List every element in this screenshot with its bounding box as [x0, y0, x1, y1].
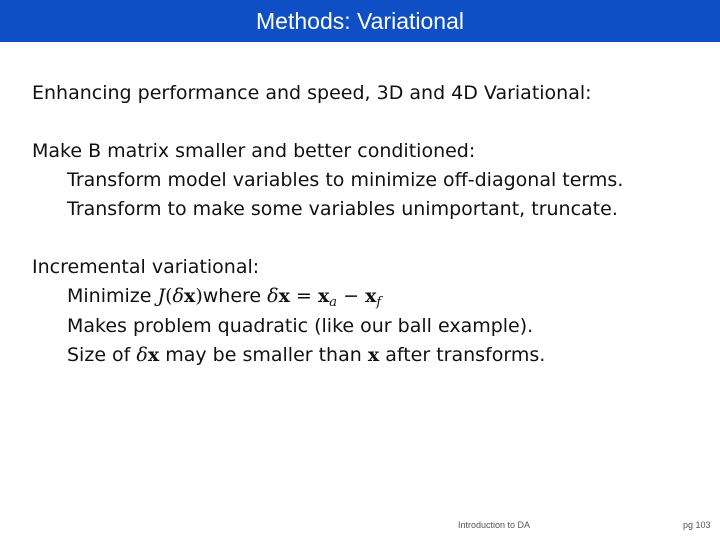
subscript-a: a: [329, 295, 338, 310]
b-matrix-item-2: Transform to make some variables unimportant, truncate.: [67, 198, 618, 220]
intro-line: Enhancing performance and speed, 3D and 4D Variational:: [32, 82, 592, 104]
minus-sign: −: [343, 285, 360, 307]
paren-open: (: [165, 285, 173, 307]
where-label: where: [202, 285, 262, 307]
size-line: [67, 342, 545, 368]
paren-close: ): [195, 285, 203, 307]
incremental-heading: Incremental variational:: [32, 256, 260, 278]
cost-function-J: J: [157, 285, 166, 307]
footer-course-title: Introduction to DA: [458, 520, 531, 530]
subscript-f: f: [376, 295, 382, 310]
slide-title: Methods: Variational: [256, 8, 464, 34]
delta-symbol: δ: [172, 285, 184, 307]
quadratic-line: Makes problem quadratic (like our ball example).: [67, 315, 534, 337]
size-suffix: after transforms.: [385, 344, 546, 366]
x-forecast: x: [365, 285, 377, 307]
b-matrix-heading: Make B matrix smaller and better conditioned:: [32, 140, 476, 162]
size-x2-bold: x: [367, 344, 380, 366]
equals-sign: =: [295, 285, 312, 307]
size-prefix: Size of: [67, 344, 131, 366]
x-bold: x: [184, 285, 196, 307]
eq-delta-symbol: δ: [267, 285, 279, 307]
minimize-label: Minimize: [67, 285, 152, 307]
title-bar: [0, 0, 720, 42]
footer-page-number: pg 103: [683, 520, 711, 530]
size-x-bold: x: [147, 344, 160, 366]
size-delta-symbol: δ: [136, 344, 148, 366]
x-analysis: x: [317, 285, 330, 307]
minimize-line: [67, 283, 381, 316]
eq-x-bold: x: [278, 285, 290, 307]
b-matrix-item-1: Transform model variables to minimize off-diagonal terms.: [67, 169, 624, 191]
size-mid: may be smaller than: [165, 344, 362, 366]
